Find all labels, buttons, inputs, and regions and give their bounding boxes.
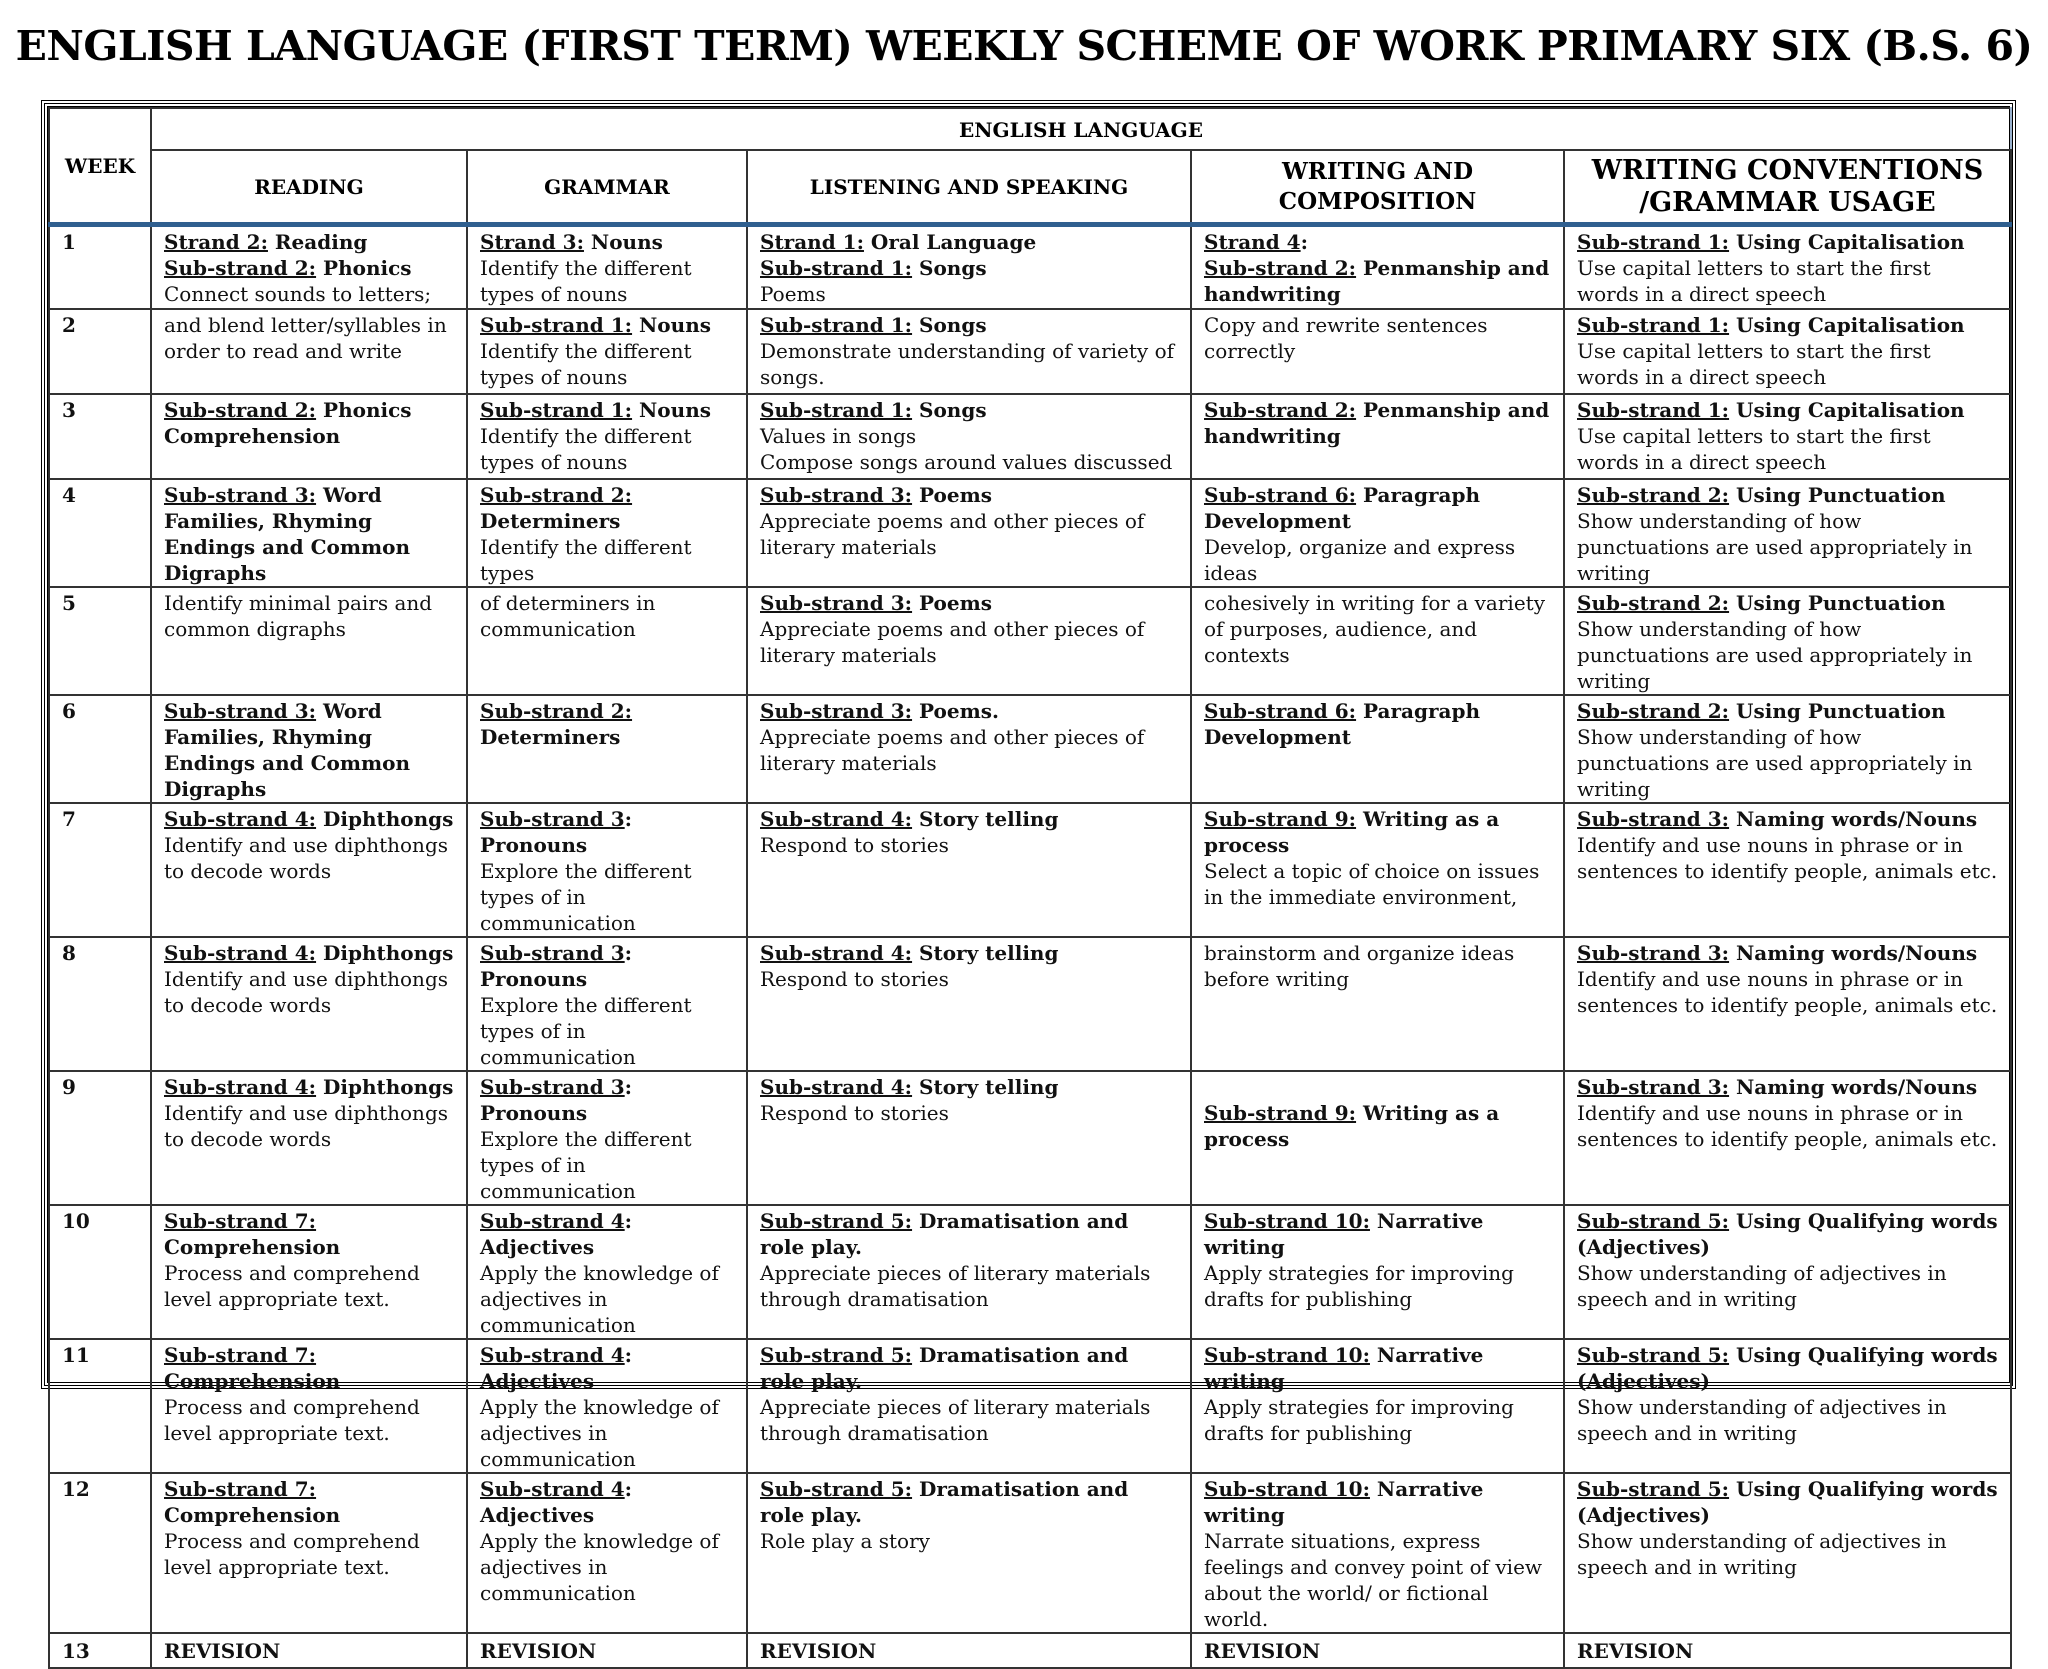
strand-title: Determiners (480, 509, 621, 533)
strand-title: Using Qualifying words (Adjectives) (1577, 1209, 1998, 1259)
week-number: 1 (49, 224, 151, 309)
cell-text: of determiners in communication (480, 591, 656, 641)
strand-label: Sub-strand 3: (1577, 1075, 1730, 1099)
cell-text: Show understanding of how punctuations are used appropriately in writing (1577, 725, 1973, 801)
table-row (49, 937, 2011, 1071)
substrand-title: Songs (912, 255, 987, 280)
cell-text: Identify minimal pairs and common digraphs (164, 591, 433, 641)
scheme-table (48, 107, 2012, 1669)
conventions-cell (1564, 479, 2011, 587)
conventions-cell (1564, 309, 2011, 394)
listening-cell (747, 587, 1191, 695)
schedule-body (49, 224, 2011, 1668)
strand-label: Sub-strand 4: (760, 941, 913, 965)
cell-text: Show understanding of how punctuations are used appropriately in writing (1577, 617, 1973, 693)
listening-cell (747, 1473, 1191, 1633)
strand-label: Strand 4 (1204, 229, 1301, 254)
listening-cell (747, 479, 1191, 587)
strand-label: Sub-strand 3: (1577, 941, 1730, 965)
writing-cell (1191, 1473, 1564, 1633)
strand-label: Sub-strand 3 (480, 941, 625, 965)
cell-text: Apply strategies for improving drafts for publishing (1204, 1261, 1514, 1311)
cell-text: Process and comprehend level appropriate text. (164, 1261, 420, 1311)
cell-text: Respond to stories (760, 967, 949, 991)
strand-title: Phonics Comprehension (164, 398, 412, 448)
strand-label: Sub-strand 4 (480, 1209, 625, 1233)
cell-text: Identify and use nouns in phrase or in sentences to identify people, animals etc. (1577, 967, 1998, 1017)
strand-title: Naming words/Nouns (1729, 807, 1978, 831)
strand-label: Sub-strand 2: (1204, 398, 1357, 422)
strand-title: Word Families, Rhyming Endings and Common Digraphs (164, 483, 411, 585)
week-number: 4 (49, 479, 151, 587)
cell-text: cohesively in writing for a variety of purposes, audience, and contexts (1204, 591, 1545, 667)
grammar-cell (467, 309, 747, 394)
cell-text: Explore the different types of in communication (480, 859, 692, 935)
strand-label: Sub-strand 5: (1577, 1343, 1730, 1367)
cell-text: Copy and rewrite sentences correctly (1204, 313, 1488, 363)
cell-text: Use capital letters to start the first words in a direct speech (1577, 424, 1931, 474)
strand-label: Sub-strand 6: (1204, 483, 1357, 507)
strand-label: Sub-strand 3: (164, 483, 317, 507)
strand-label: Sub-strand 3 (480, 1075, 625, 1099)
grammar-cell (467, 587, 747, 695)
writing-cell (1191, 479, 1564, 587)
cell-text: Apply the knowledge of adjectives in communication (480, 1261, 719, 1337)
writing-header-line2: COMPOSITION (1278, 188, 1477, 216)
reading-cell (151, 224, 467, 309)
week-number: 7 (49, 803, 151, 937)
reading-cell (151, 1339, 467, 1473)
strand-label: Sub-strand 9: (1204, 1101, 1357, 1125)
strand-title: Comprehension (164, 1369, 341, 1393)
cell-text: Process and comprehend level appropriate text. (164, 1395, 420, 1445)
strand-title: Poems (912, 483, 993, 507)
strand-title: Story telling (912, 807, 1059, 831)
strand-title: : Adjectives (480, 1343, 633, 1393)
listening-cell (747, 1071, 1191, 1205)
reading-cell (151, 803, 467, 937)
grammar-cell (467, 224, 747, 309)
table-row (49, 587, 2011, 695)
conventions-cell (1564, 394, 2011, 479)
strand-label: Sub-strand 2: (480, 699, 633, 723)
grammar-revision: REVISION (467, 1633, 747, 1668)
conventions-header (1564, 150, 2011, 224)
strand-title: Nouns (632, 313, 711, 337)
cell-text: Develop, organize and express ideas (1204, 535, 1516, 585)
listening-cell (747, 695, 1191, 803)
cell-text: Identify and use diphthongs to decode words (164, 967, 449, 1017)
cell-text: Appreciate poems and other pieces of literary materials (760, 725, 1145, 775)
strand-label: Sub-strand 5: (1577, 1209, 1730, 1233)
strand-label: Sub-strand 5: (760, 1477, 913, 1501)
strand-title: Songs (912, 398, 987, 422)
strand-label: Sub-strand 2: (164, 398, 317, 422)
week-header: WEEK (49, 108, 151, 224)
cell-text: Apply strategies for improving drafts for publishing (1204, 1395, 1514, 1445)
strand-title: : Pronouns (480, 941, 633, 991)
conventions-cell (1564, 1339, 2011, 1473)
reading-cell (151, 1071, 467, 1205)
writing-cell (1191, 1071, 1564, 1205)
strand-title: : Adjectives (480, 1477, 633, 1527)
table-row (49, 1205, 2011, 1339)
strand-label: Sub-strand 2: (1577, 483, 1730, 507)
strand-title: Using Capitalisation (1729, 398, 1965, 422)
writing-header (1191, 150, 1564, 224)
strand-label: Sub-strand 4: (760, 807, 913, 831)
substrand-title: Penmanship and handwriting (1204, 255, 1550, 306)
strand-title: Dramatisation and role play. (760, 1477, 1129, 1527)
cell-text: Demonstrate understanding of variety of songs. (760, 339, 1175, 389)
cell-text: Values in songs (760, 424, 917, 448)
strand-label: Sub-strand 9: (1204, 807, 1357, 831)
strand-title: Story telling (912, 1075, 1059, 1099)
conventions-cell (1564, 1205, 2011, 1339)
table-row (49, 1473, 2011, 1633)
strand-title: : Pronouns (480, 1075, 633, 1125)
cell-text: Identify and use nouns in phrase or in sentences to identify people, animals etc. (1577, 1101, 1998, 1151)
writing-cell (1191, 309, 1564, 394)
cell-text: Compose songs around values discussed (760, 450, 1173, 474)
strand-title: Penmanship and handwriting (1204, 398, 1550, 448)
strand-label: Sub-strand 4 (480, 1477, 625, 1501)
strand-label: Sub-strand 3: (760, 483, 913, 507)
cell-text: Appreciate poems and other pieces of literary materials (760, 617, 1145, 667)
reading-cell (151, 479, 467, 587)
conventions-cell (1564, 937, 2011, 1071)
cell-text: and blend letter/syllables in order to read and write (164, 313, 447, 363)
cell-text: Apply the knowledge of adjectives in communication (480, 1395, 719, 1471)
grammar-cell (467, 1339, 747, 1473)
strand-label: Sub-strand 4 (480, 1343, 625, 1367)
listening-cell (747, 224, 1191, 309)
cell-text: Connect sounds to letters; (164, 281, 432, 306)
listening-cell (747, 394, 1191, 479)
week-number: 5 (49, 587, 151, 695)
strand-title: Diphthongs (316, 941, 454, 965)
strand-label: Sub-strand 3 (480, 807, 625, 831)
reading-cell (151, 1205, 467, 1339)
cell-text: Identify the different types of nouns (480, 424, 692, 474)
writing-cell (1191, 937, 1564, 1071)
subject-header: ENGLISH LANGUAGE (151, 108, 2011, 150)
table-row (49, 394, 2011, 479)
strand-label: Sub-strand 2: (1577, 699, 1730, 723)
conventions-cell (1564, 587, 2011, 695)
week-number: 9 (49, 1071, 151, 1205)
conventions-cell (1564, 803, 2011, 937)
strand-label: Sub-strand 3: (760, 591, 913, 615)
grammar-cell (467, 394, 747, 479)
cell-text: Narrate situations, express feelings and convey point of view about the world/ or fictional world. (1204, 1529, 1543, 1631)
strand-label: Sub-strand 10: (1204, 1343, 1370, 1367)
cell-text: Explore the different types of in communication (480, 1127, 692, 1203)
cell-text: Show understanding of adjectives in speech and in writing (1577, 1261, 1947, 1311)
strand-title: Using Punctuation (1729, 591, 1946, 615)
cell-text: Identify and use diphthongs to decode words (164, 833, 449, 883)
cell-text: Apply the knowledge of adjectives in communication (480, 1529, 719, 1605)
strand-title: Dramatisation and role play. (760, 1209, 1129, 1259)
strand-label: Sub-strand 4: (164, 1075, 317, 1099)
strand-title: Nouns (583, 229, 663, 254)
conventions-cell (1564, 224, 2011, 309)
strand-label: Sub-strand 5: (760, 1209, 913, 1233)
listening-cell (747, 1339, 1191, 1473)
revision-row (49, 1633, 2011, 1668)
grammar-cell (467, 1205, 747, 1339)
table-row (49, 1071, 2011, 1205)
table-row (49, 224, 2011, 309)
strand-label: Sub-strand 1: (480, 398, 633, 422)
strand-title: Diphthongs (316, 1075, 454, 1099)
strand-title: Writing as a process (1204, 1101, 1500, 1151)
table-row (49, 695, 2011, 803)
strand-title: Using Qualifying words (Adjectives) (1577, 1343, 1998, 1393)
reading-cell (151, 1473, 467, 1633)
strand-label: Sub-strand 2: (480, 483, 633, 507)
cell-text: Use capital letters to start the first words in a direct speech (1577, 255, 1931, 306)
writing-cell (1191, 695, 1564, 803)
strand-label: Sub-strand 10: (1204, 1209, 1370, 1233)
strand-title: Diphthongs (316, 807, 454, 831)
conventions-cell (1564, 1071, 2011, 1205)
listening-header: LISTENING AND SPEAKING (747, 150, 1191, 224)
strand-label: Sub-strand 4: (760, 1075, 913, 1099)
writing-cell (1191, 1205, 1564, 1339)
strand-label: Sub-strand 1: (1577, 229, 1730, 254)
writing-revision: REVISION (1191, 1633, 1564, 1668)
listening-cell (747, 937, 1191, 1071)
table-row (49, 479, 2011, 587)
grammar-cell (467, 695, 747, 803)
table-row (49, 309, 2011, 394)
writing-cell (1191, 1339, 1564, 1473)
page-title: ENGLISH LANGUAGE (FIRST TERM) WEEKLY SCHEME OF WORK PRIMARY SIX (B.S. 6) (15, 22, 2033, 70)
listening-cell (747, 803, 1191, 937)
writing-cell (1191, 587, 1564, 695)
strand-title: : Adjectives (480, 1209, 633, 1259)
table-row (49, 803, 2011, 937)
cell-text: Identify and use diphthongs to decode words (164, 1101, 449, 1151)
conventions-header-line2: /GRAMMAR USAGE (1639, 187, 1936, 219)
strand-label: Sub-strand 3: (164, 699, 317, 723)
strand-title: Poems. (912, 699, 999, 723)
strand-title: Using Qualifying words (Adjectives) (1577, 1477, 1998, 1527)
listening-revision: REVISION (747, 1633, 1191, 1668)
strand-label: Sub-strand 3: (1577, 807, 1730, 831)
strand-label: Sub-strand 5: (1577, 1477, 1730, 1501)
strand-label: Sub-strand 1: (1577, 398, 1730, 422)
strand-label: Sub-strand 7: (164, 1477, 317, 1501)
strand-title: Story telling (912, 941, 1059, 965)
week-number: 11 (49, 1339, 151, 1473)
strand-label: Sub-strand 1: (1577, 313, 1730, 337)
reading-cell (151, 937, 467, 1071)
strand-label: Strand 3: (480, 229, 584, 254)
cell-text: Identify and use nouns in phrase or in sentences to identify people, animals etc. (1577, 833, 1998, 883)
writing-cell (1191, 394, 1564, 479)
strand-title: Using Capitalisation (1729, 229, 1965, 254)
strand-label: Sub-strand 1: (760, 313, 913, 337)
strand-label: Sub-strand 3: (760, 699, 913, 723)
cell-text: Explore the different types of in communication (480, 993, 692, 1069)
week-number: 6 (49, 695, 151, 803)
strand-title: Narrative writing (1204, 1209, 1484, 1259)
cell-text: Appreciate poems and other pieces of literary materials (760, 509, 1145, 559)
strand-title: Naming words/Nouns (1729, 941, 1978, 965)
conventions-header-line1: WRITING CONVENTIONS (1591, 155, 1984, 187)
table-row (49, 1339, 2011, 1473)
cell-text: Show understanding of how punctuations are used appropriately in writing (1577, 509, 1973, 585)
substrand-title: Phonics (316, 255, 412, 280)
week-number: 10 (49, 1205, 151, 1339)
cell-text: Show understanding of adjectives in speech and in writing (1577, 1395, 1947, 1445)
strand-label: Strand 2: (164, 229, 268, 254)
strand-title: Narrative writing (1204, 1343, 1484, 1393)
strand-title: Using Punctuation (1729, 699, 1946, 723)
strand-title: Songs (912, 313, 987, 337)
strand-title: Paragraph Development (1204, 483, 1480, 533)
writing-header-line1: WRITING AND (1281, 158, 1474, 186)
strand-title: Dramatisation and role play. (760, 1343, 1129, 1393)
strand-label: Strand 1: (760, 229, 864, 254)
strand-title: Writing as a process (1204, 807, 1500, 857)
cell-text: Process and comprehend level appropriate text. (164, 1529, 420, 1579)
strand-label: Sub-strand 1: (480, 313, 633, 337)
strand-title: Word Families, Rhyming Endings and Common Digraphs (164, 699, 411, 801)
substrand-label: Sub-strand 2: (1204, 255, 1357, 280)
listening-cell (747, 309, 1191, 394)
reading-cell (151, 309, 467, 394)
grammar-cell (467, 1473, 747, 1633)
cell-text: Select a topic of choice on issues in the immediate environment, (1204, 859, 1540, 909)
strand-title: Naming words/Nouns (1729, 1075, 1978, 1099)
week-number: 13 (49, 1633, 151, 1668)
cell-text: Identify the different types of nouns (480, 255, 692, 306)
strand-title: Oral Language (863, 229, 1037, 254)
listening-cell (747, 1205, 1191, 1339)
cell-text: Appreciate pieces of literary materials through dramatisation (760, 1261, 1151, 1311)
cell-text: Identify the different types (480, 535, 692, 585)
strand-title: Paragraph Development (1204, 699, 1480, 749)
grammar-header: GRAMMAR (467, 150, 747, 224)
strand-title: Using Punctuation (1729, 483, 1946, 507)
cell-text: Poems (760, 281, 826, 306)
writing-cell (1191, 224, 1564, 309)
strand-title: Narrative writing (1204, 1477, 1484, 1527)
strand-title: Determiners (480, 725, 621, 749)
strand-label: Sub-strand 7: (164, 1343, 317, 1367)
cell-text: brainstorm and organize ideas before writing (1204, 941, 1515, 991)
grammar-cell (467, 803, 747, 937)
strand-label: Sub-strand 4: (164, 941, 317, 965)
week-number: 12 (49, 1473, 151, 1633)
strand-title: Using Capitalisation (1729, 313, 1965, 337)
conventions-cell (1564, 1473, 2011, 1633)
conventions-revision: REVISION (1564, 1633, 2011, 1668)
cell-text: Respond to stories (760, 833, 949, 857)
strand-label: Sub-strand 10: (1204, 1477, 1370, 1501)
strand-label: Sub-strand 5: (760, 1343, 913, 1367)
strand-title: Comprehension (164, 1503, 341, 1527)
cell-text: Role play a story (760, 1529, 930, 1553)
grammar-cell (467, 1071, 747, 1205)
reading-cell (151, 394, 467, 479)
cell-text: Use capital letters to start the first words in a direct speech (1577, 339, 1931, 389)
strand-title: : (1300, 229, 1308, 254)
week-number: 8 (49, 937, 151, 1071)
strand-title: Poems (912, 591, 993, 615)
week-number: 2 (49, 309, 151, 394)
cell-text: Identify the different types of nouns (480, 339, 692, 389)
grammar-cell (467, 937, 747, 1071)
strand-label: Sub-strand 4: (164, 807, 317, 831)
writing-cell (1191, 803, 1564, 937)
strand-title: Comprehension (164, 1235, 341, 1259)
week-number: 3 (49, 394, 151, 479)
substrand-label: Sub-strand 1: (760, 255, 913, 280)
conventions-cell (1564, 695, 2011, 803)
strand-title: Reading (267, 229, 368, 254)
reading-cell (151, 587, 467, 695)
strand-title: : Pronouns (480, 807, 633, 857)
substrand-label: Sub-strand 2: (164, 255, 317, 280)
strand-label: Sub-strand 7: (164, 1209, 317, 1233)
reading-cell (151, 695, 467, 803)
reading-revision: REVISION (151, 1633, 467, 1668)
cell-text: Respond to stories (760, 1101, 949, 1125)
reading-header: READING (151, 150, 467, 224)
strand-label: Sub-strand 6: (1204, 699, 1357, 723)
strand-label: Sub-strand 1: (760, 398, 913, 422)
strand-label: Sub-strand 2: (1577, 591, 1730, 615)
cell-text: Show understanding of adjectives in speech and in writing (1577, 1529, 1947, 1579)
cell-text: Appreciate pieces of literary materials through dramatisation (760, 1395, 1151, 1445)
strand-title: Nouns (632, 398, 711, 422)
grammar-cell (467, 479, 747, 587)
